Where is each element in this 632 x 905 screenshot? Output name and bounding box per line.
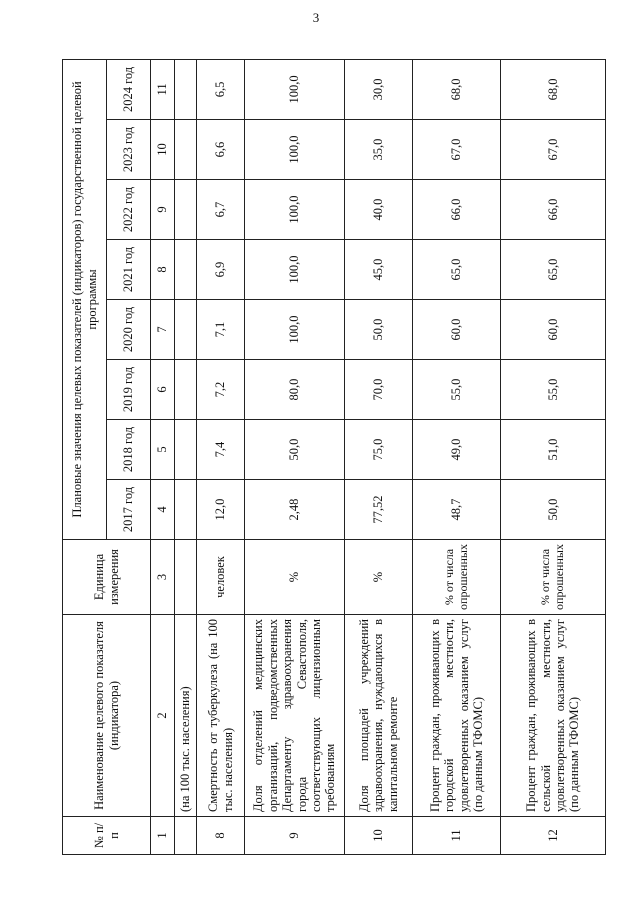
table-row: [413, 59, 501, 854]
row-value: 50,0: [501, 480, 606, 540]
row-value: 67,0: [501, 120, 606, 180]
row-num: 8: [197, 817, 245, 855]
row-value: 65,0: [501, 240, 606, 300]
row-value: 30,0: [345, 59, 413, 119]
header-year: 2019 год: [107, 360, 151, 420]
row-unit: %: [245, 540, 345, 615]
col-number: 1: [151, 817, 175, 855]
row-value: 60,0: [413, 300, 501, 360]
row-num: 9: [245, 817, 345, 855]
header-unit: Единица измерения: [63, 540, 151, 615]
col-number: 11: [151, 59, 175, 119]
row-value: 49,0: [413, 420, 501, 480]
col-number: 8: [151, 240, 175, 300]
row-value: 100,0: [245, 240, 345, 300]
row-value: 48,7: [413, 480, 501, 540]
row-value: 7,2: [197, 360, 245, 420]
header-row-1: [63, 59, 107, 854]
row-value: 7,4: [197, 420, 245, 480]
row-value: 7,1: [197, 300, 245, 360]
row-name: Процент граждан, проживающих в сельской местности, удовлетворенных оказанием услуг (по данным ТФОМС): [501, 615, 606, 817]
row-value: 50,0: [345, 300, 413, 360]
row-value: 40,0: [345, 180, 413, 240]
page-number: 3: [312, 10, 320, 25]
header-group: Плановые значения целевых показателей (индикаторов) государственной целевой программы: [63, 59, 107, 539]
row-value: 100,0: [245, 120, 345, 180]
row-value: 66,0: [501, 180, 606, 240]
row-value: 6,6: [197, 120, 245, 180]
row-name: (на 100 тыс. населения): [175, 615, 197, 817]
row-unit: %: [345, 540, 413, 615]
table-row: [245, 59, 345, 854]
col-number: 9: [151, 180, 175, 240]
row-unit: человек: [197, 540, 245, 615]
row-num: 12: [501, 817, 606, 855]
row-num: 11: [413, 817, 501, 855]
row-value: 60,0: [501, 300, 606, 360]
row-name: Доля отделений медицинских организаций, подведомственных Департаменту здравоохранения города Севастополя, соответствующих лицензионным требованиям: [245, 615, 345, 817]
header-year: 2024 год: [107, 59, 151, 119]
column-numbers-row: [151, 59, 175, 854]
row-value: 55,0: [413, 360, 501, 420]
row-value: 35,0: [345, 120, 413, 180]
row-value: 2,48: [245, 480, 345, 540]
row-value: 45,0: [345, 240, 413, 300]
header-year: 2023 год: [107, 120, 151, 180]
col-number: 3: [151, 540, 175, 615]
row-value: 68,0: [501, 59, 606, 119]
row-value: 50,0: [245, 420, 345, 480]
table-row: [197, 59, 245, 854]
row-name: Доля площадей учреждений здравоохранения, нуждающихся в капитальном ремонте: [345, 615, 413, 817]
header-year: 2017 год: [107, 480, 151, 540]
row-value: 77,52: [345, 480, 413, 540]
row-value: 67,0: [413, 120, 501, 180]
row-unit: % от числа опрошенных: [413, 540, 501, 615]
row-value: 12,0: [197, 480, 245, 540]
row-name: Процент граждан, проживающих в городской местности, удовлетворенных оказанием услуг (по данным ТФОМС): [413, 615, 501, 817]
header-year: 2020 год: [107, 300, 151, 360]
table-row-carryover: [175, 59, 197, 854]
col-number: 2: [151, 615, 175, 817]
row-value: 80,0: [245, 360, 345, 420]
row-value: 70,0: [345, 360, 413, 420]
header-year: 2022 год: [107, 180, 151, 240]
header-name: Наименование целевого показателя (индикатора): [63, 615, 151, 817]
row-value: 100,0: [245, 180, 345, 240]
row-value: 55,0: [501, 360, 606, 420]
header-num: № п/п: [63, 817, 151, 855]
row-value: 6,5: [197, 59, 245, 119]
row-value: 100,0: [245, 59, 345, 119]
row-value: 66,0: [413, 180, 501, 240]
col-number: 4: [151, 480, 175, 540]
col-number: 6: [151, 360, 175, 420]
col-number: 7: [151, 300, 175, 360]
table-row: [501, 59, 606, 854]
row-value: 100,0: [245, 300, 345, 360]
row-name: Смертность от туберкулеза (на 100 тыс. населения): [197, 615, 245, 817]
col-number: 5: [151, 420, 175, 480]
row-value: 51,0: [501, 420, 606, 480]
row-num: 10: [345, 817, 413, 855]
rotated-table-container: [62, 60, 605, 855]
row-value: 68,0: [413, 59, 501, 119]
row-unit: % от числа опрошенных: [501, 540, 606, 615]
row-value: 65,0: [413, 240, 501, 300]
header-year: 2018 год: [107, 420, 151, 480]
table-row: [345, 59, 413, 854]
row-value: 75,0: [345, 420, 413, 480]
indicators-table: [62, 59, 606, 855]
header-year: 2021 год: [107, 240, 151, 300]
col-number: 10: [151, 120, 175, 180]
row-value: 6,9: [197, 240, 245, 300]
row-value: 6,7: [197, 180, 245, 240]
